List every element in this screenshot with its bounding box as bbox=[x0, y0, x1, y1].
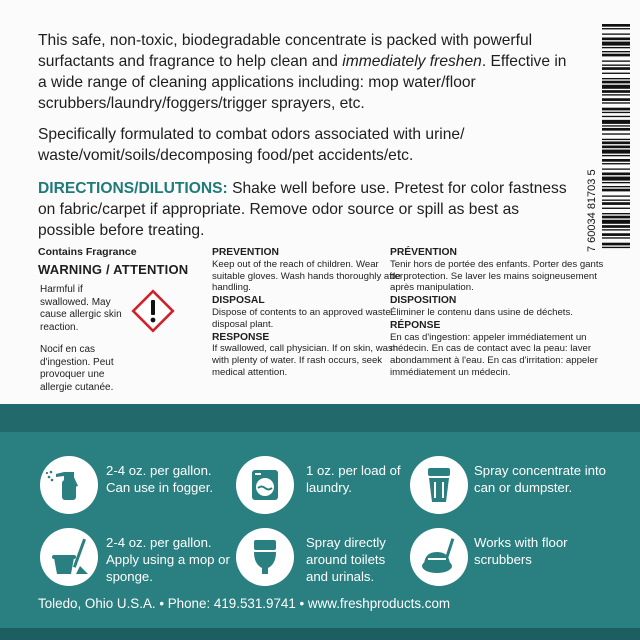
barcode-bar bbox=[602, 24, 630, 27]
disposal-text-fr: Éliminer le contenu dans usine de déchets. bbox=[390, 306, 573, 318]
disposal-heading: DISPOSAL bbox=[212, 295, 265, 307]
barcode-bar bbox=[602, 177, 630, 181]
response-text: If swallowed, call physician. If on skin, wash with plenty of water. If rash occurs, seek medical attention. bbox=[212, 343, 399, 378]
barcode-bar bbox=[602, 65, 630, 66]
barcode-bar bbox=[602, 116, 630, 117]
washing-machine-icon bbox=[236, 456, 294, 514]
barcode-bar bbox=[602, 54, 630, 57]
barcode-bar bbox=[602, 60, 630, 61]
barcode-digits: 7 60034 81703 5 bbox=[586, 169, 598, 252]
bottom-strip bbox=[0, 628, 640, 640]
usage-label-toilets: Spray directly around toilets and urinals. bbox=[306, 535, 386, 584]
barcode-bar bbox=[602, 208, 630, 209]
barcode-bar bbox=[602, 202, 630, 205]
barcode-bar bbox=[602, 42, 630, 46]
barcode-bar bbox=[602, 150, 630, 154]
prevention-heading-fr: PRÉVENTION bbox=[390, 247, 457, 258]
spray-bottle-icon bbox=[40, 456, 98, 514]
barcode-bar bbox=[602, 213, 630, 214]
response-heading: RESPONSE bbox=[212, 331, 270, 343]
barcode-bar bbox=[602, 216, 630, 219]
barcode-bar bbox=[602, 108, 630, 111]
barcode-bar bbox=[602, 102, 630, 103]
barcode-bar bbox=[602, 243, 630, 246]
floor-scrubber-icon bbox=[410, 528, 468, 586]
barcode-bar bbox=[602, 159, 630, 162]
barcode-bar bbox=[602, 38, 630, 41]
warning-title: WARNING / ATTENTION bbox=[38, 262, 189, 277]
directions-text: Shake well before use. Pretest for color fastness on fabric/carpet if appropriate. Remove odor source or spill as best as possible before treating. bbox=[38, 180, 567, 239]
barcode-bar bbox=[602, 67, 630, 70]
usage-label-fogger: 2-4 oz. per gallon. Can use in fogger. bbox=[106, 463, 214, 495]
barcode-bar bbox=[602, 81, 630, 84]
barcode-bar bbox=[602, 112, 630, 113]
barcode-bar bbox=[602, 237, 630, 238]
barcode-bar bbox=[602, 182, 630, 183]
response-heading-fr: RÉPONSE bbox=[390, 319, 441, 331]
french-precautions bbox=[390, 247, 612, 380]
english-precautions bbox=[212, 247, 408, 380]
barcode-bar bbox=[602, 94, 630, 95]
barcode-bar bbox=[602, 33, 630, 34]
usage-label-dumpster: Spray concentrate into can or dumpster. bbox=[474, 463, 606, 495]
barcode-bar bbox=[602, 98, 630, 101]
disposal-heading-fr: DISPOSITION bbox=[390, 295, 457, 307]
toilet-icon bbox=[236, 528, 294, 586]
mop-bucket-icon bbox=[40, 528, 98, 586]
barcode-bar bbox=[602, 225, 630, 228]
prevention-text-fr: Tenir hors de portée des enfants. Porter des gants de protection. Se laver les mains soigneusement après manipulation. bbox=[390, 258, 604, 294]
directions-heading: DIRECTIONS/DILUTIONS: bbox=[38, 180, 228, 197]
intro-text-b: . Effective in a wide range of cleaning applications including: mop water/floor scrubbers/laundry/foggers/trigger sprayers, etc. bbox=[38, 53, 567, 112]
barcode-bar bbox=[602, 133, 630, 134]
intro-emphasis: immediately freshen bbox=[342, 53, 482, 70]
directions-paragraph bbox=[38, 178, 574, 241]
barcode-bar bbox=[602, 195, 630, 196]
barcode-bar bbox=[602, 186, 630, 187]
barcode-bar bbox=[602, 155, 630, 156]
odor-paragraph: Specifically formulated to combat odors associated with urine/ waste/vomit/soils/decomposing food/pet accidents/etc. bbox=[38, 126, 465, 164]
intro-paragraph bbox=[38, 30, 574, 114]
barcode-bar bbox=[602, 220, 630, 224]
footer-contact: Toledo, Ohio U.S.A. • Phone: 419.531.9741 • www.freshproducts.com bbox=[38, 596, 451, 611]
barcode-bar bbox=[602, 73, 630, 74]
barcode-bar bbox=[602, 200, 630, 201]
barcode-bar bbox=[602, 28, 630, 29]
exclamation-mark-icon bbox=[130, 288, 176, 334]
barcode-bar bbox=[602, 229, 630, 230]
barcode-bar bbox=[602, 173, 630, 176]
barcode-bar bbox=[602, 128, 630, 131]
barcode-bar bbox=[602, 51, 630, 52]
barcode-bar bbox=[602, 90, 630, 93]
hazard-english: Harmful if swallowed. May cause allergic skin reaction. bbox=[40, 284, 122, 333]
hazard-french: Nocif en cas d'ingestion. Peut provoquer une allergie cutanée. bbox=[40, 344, 114, 393]
barcode-bar bbox=[602, 47, 630, 48]
intro-text-a: This safe, non-toxic, biodegradable concentrate is packed with powerful surfactants and fragrance to help clean and bbox=[38, 32, 533, 70]
usage-label-mop: 2-4 oz. per gallon. Apply using a mop or sponge. bbox=[106, 535, 230, 584]
barcode-bar bbox=[602, 189, 630, 192]
barcode-bar bbox=[602, 233, 630, 236]
response-text-fr: En cas d'ingestion: appeler immédiatement un médecin. En cas de contact avec la peau: laver abondamment à l'eau. En cas d'irritation: appeler immédiatement un médecin. bbox=[390, 331, 598, 378]
barcode-bar bbox=[602, 141, 630, 144]
usage-label-scrubbers: Works with floor scrubbers bbox=[474, 535, 568, 567]
barcode-bar bbox=[602, 85, 630, 89]
usage-label-laundry: 1 oz. per load of laundry. bbox=[306, 463, 401, 495]
panel-band bbox=[0, 404, 640, 432]
barcode-bar bbox=[602, 139, 630, 140]
dumpster-icon bbox=[410, 456, 468, 514]
barcode-bar bbox=[602, 163, 630, 164]
barcode-bar bbox=[602, 125, 630, 126]
prevention-text: Keep out of the reach of children. Wear suitable gloves. Wash hands thoroughly after handling. bbox=[212, 258, 404, 294]
barcode bbox=[588, 20, 632, 252]
disposal-text: Dispose of contents to an approved waste disposal plant. bbox=[212, 306, 391, 330]
prevention-heading: PREVENTION bbox=[212, 247, 279, 258]
barcode-bar bbox=[602, 78, 630, 79]
contains-fragrance: Contains Fragrance bbox=[38, 246, 137, 258]
barcode-bar bbox=[602, 146, 630, 149]
barcode-bar bbox=[602, 120, 630, 124]
barcode-bar bbox=[602, 168, 630, 169]
